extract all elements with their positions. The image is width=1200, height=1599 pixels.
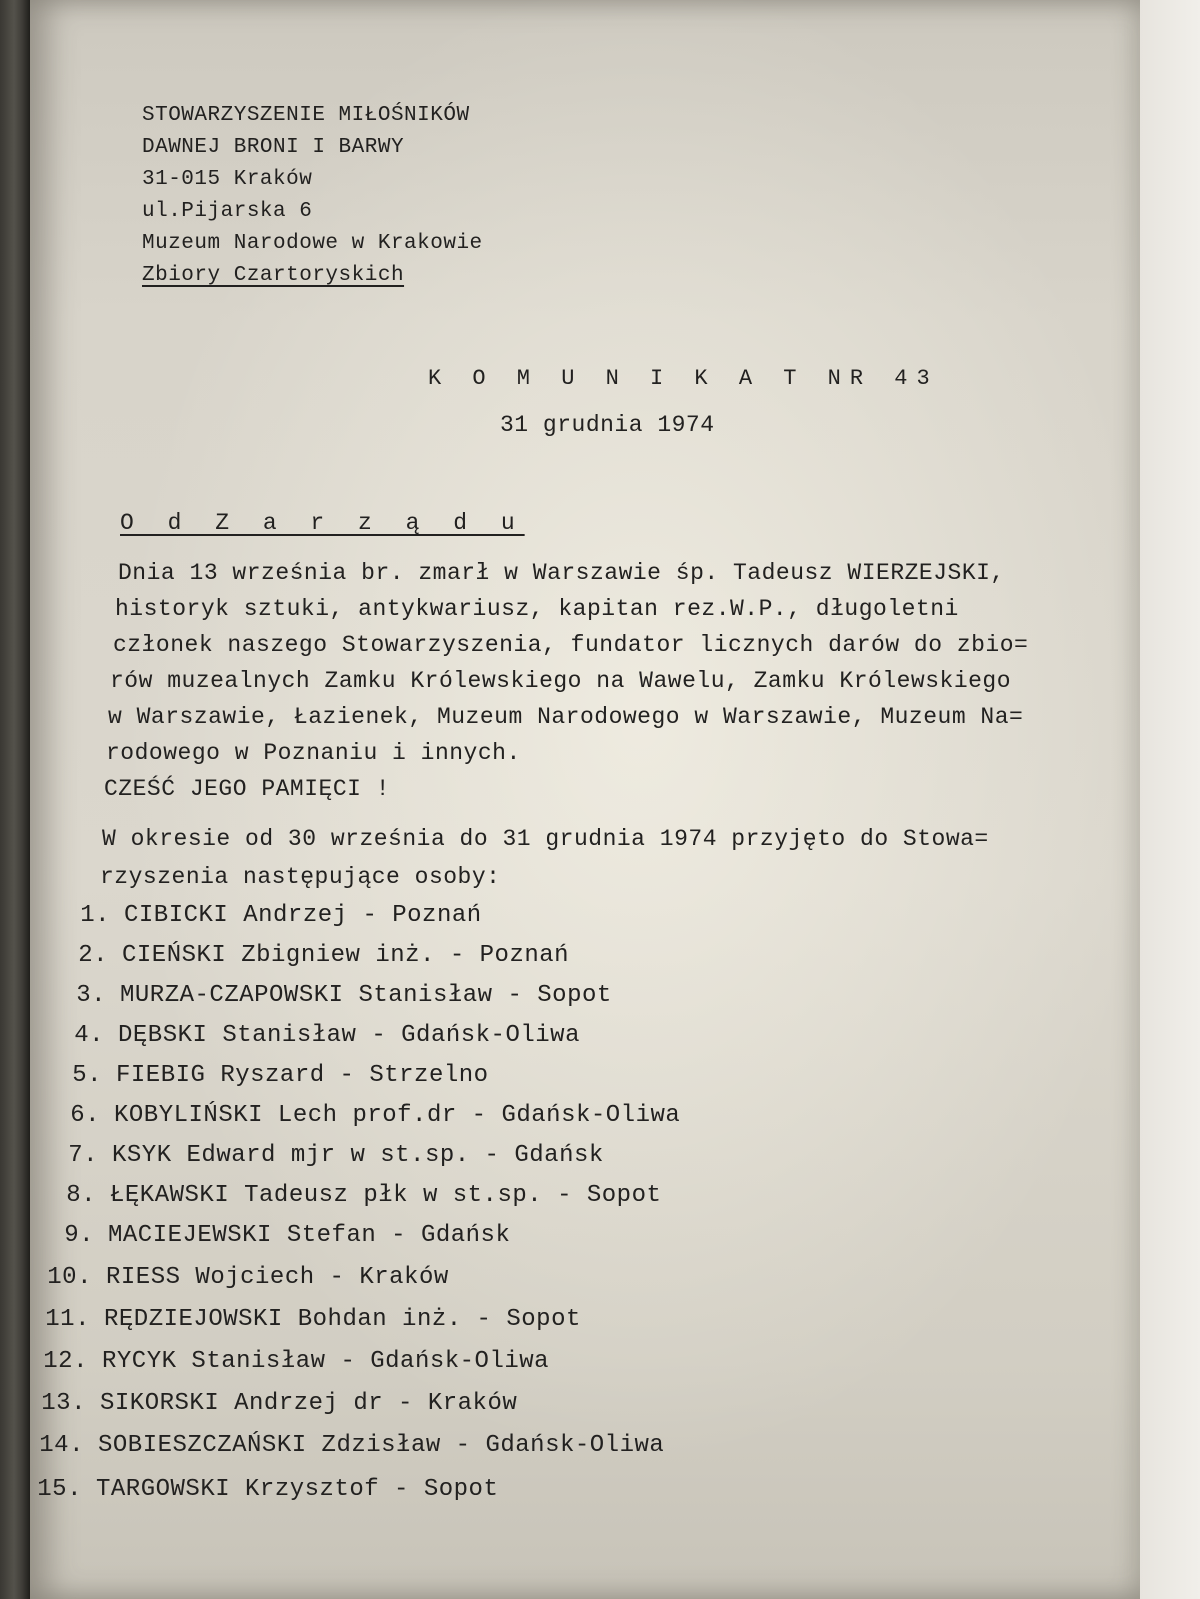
list-item-number: 8.	[66, 1182, 96, 1209]
list-item-number: 7.	[68, 1142, 98, 1169]
letterhead-line-6: Zbiory Czartoryskich	[142, 264, 405, 287]
paragraph-line-5: w Warszawie, Łazienek, Muzeum Narodowego w Warszawie, Muzeum Na=	[108, 704, 1024, 730]
list-item-number: 12.	[43, 1348, 88, 1375]
letterhead-line-2: DAWNEJ BRONI I BARWY	[142, 136, 405, 159]
list-item-text: KOBYLIŃSKI Lech prof.dr - Gdańsk-Oliwa	[114, 1102, 681, 1129]
list-item-number: 10.	[47, 1264, 92, 1291]
list-item	[52, 1022, 580, 1049]
list-item	[44, 1182, 661, 1209]
list-item-text: MURZA-CZAPOWSKI Stanisław - Sopot	[120, 982, 612, 1009]
list-item-number: 2.	[78, 942, 108, 969]
paragraph-line-6: rodowego w Poznaniu i innych.	[106, 740, 521, 766]
tribute-line: CZEŚĆ JEGO PAMIĘCI !	[104, 776, 391, 802]
letterhead-line-3: 31-015 Kraków	[142, 168, 313, 191]
list-item-number: 11.	[45, 1306, 90, 1333]
list-item-text: RIESS Wojciech - Kraków	[106, 1264, 449, 1291]
list-item-number: 15.	[37, 1476, 82, 1503]
list-item-text: DĘBSKI Stanisław - Gdańsk-Oliwa	[118, 1022, 580, 1049]
intro-line-1: W okresie od 30 września do 31 grudnia 1974 przyjęto do Stowa=	[102, 826, 989, 852]
list-item-text: ŁĘKAWSKI Tadeusz płk w st.sp. - Sopot	[110, 1182, 662, 1209]
communique-title: K O M U N I K A T NR 43	[428, 366, 939, 391]
paragraph-line-3: członek naszego Stowarzyszenia, fundator licznych darów do zbio=	[113, 632, 1029, 658]
intro-line-2: rzyszenia następujące osoby:	[100, 864, 501, 890]
list-item	[48, 1102, 680, 1129]
list-item-number: 6.	[70, 1102, 100, 1129]
letterhead-line-4: ul.Pijarska 6	[142, 200, 313, 223]
list-item-number: 3.	[76, 982, 106, 1009]
list-item	[46, 1142, 604, 1169]
list-item-text: SIKORSKI Andrzej dr - Kraków	[100, 1390, 518, 1417]
list-item	[36, 1348, 549, 1375]
list-item	[42, 1222, 510, 1249]
list-item-text: RYCYK Stanisław - Gdańsk-Oliwa	[102, 1348, 550, 1375]
list-item	[32, 1432, 664, 1459]
list-item-number: 4.	[74, 1022, 104, 1049]
list-item	[40, 1264, 449, 1291]
list-item-number: 14.	[39, 1432, 84, 1459]
list-item-number: 13.	[41, 1390, 86, 1417]
list-item-text: CIEŃSKI Zbigniew inż. - Poznań	[122, 942, 570, 969]
list-item-text: KSYK Edward mjr w st.sp. - Gdańsk	[112, 1142, 604, 1169]
list-item-number: 9.	[64, 1222, 94, 1249]
list-item	[56, 942, 569, 969]
list-item-number: 1.	[80, 902, 110, 929]
list-item	[34, 1390, 517, 1417]
list-item-text: MACIEJEWSKI Stefan - Gdańsk	[108, 1222, 511, 1249]
section-heading: O d Z a r z ą d u	[120, 510, 525, 536]
list-item	[38, 1306, 581, 1333]
typewritten-page	[30, 0, 1140, 1599]
letterhead-line-1: STOWARZYSZENIE MIŁOŚNIKÓW	[142, 104, 470, 127]
list-item-text: RĘDZIEJOWSKI Bohdan inż. - Sopot	[104, 1306, 581, 1333]
list-item-text: FIEBIG Ryszard - Strzelno	[116, 1062, 489, 1089]
letterhead-line-5: Muzeum Narodowe w Krakowie	[142, 232, 483, 255]
list-item-number: 5.	[72, 1062, 102, 1089]
communique-date: 31 grudnia 1974	[500, 412, 715, 438]
list-item	[50, 1062, 489, 1089]
list-item-text: CIBICKI Andrzej - Poznań	[124, 902, 482, 929]
paragraph-line-4: rów muzealnych Zamku Królewskiego na Wawelu, Zamku Królewskiego	[110, 668, 1012, 694]
list-item	[54, 982, 612, 1009]
list-item	[58, 902, 482, 929]
list-item	[30, 1476, 498, 1503]
list-item-text: TARGOWSKI Krzysztof - Sopot	[96, 1476, 499, 1503]
paragraph-line-1: Dnia 13 września br. zmarł w Warszawie śp. Tadeusz WIERZEJSKI,	[118, 560, 1005, 586]
list-item-text: SOBIESZCZAŃSKI Zdzisław - Gdańsk-Oliwa	[98, 1432, 665, 1459]
paragraph-line-2: historyk sztuki, antykwariusz, kapitan rez.W.P., długoletni	[115, 596, 959, 622]
